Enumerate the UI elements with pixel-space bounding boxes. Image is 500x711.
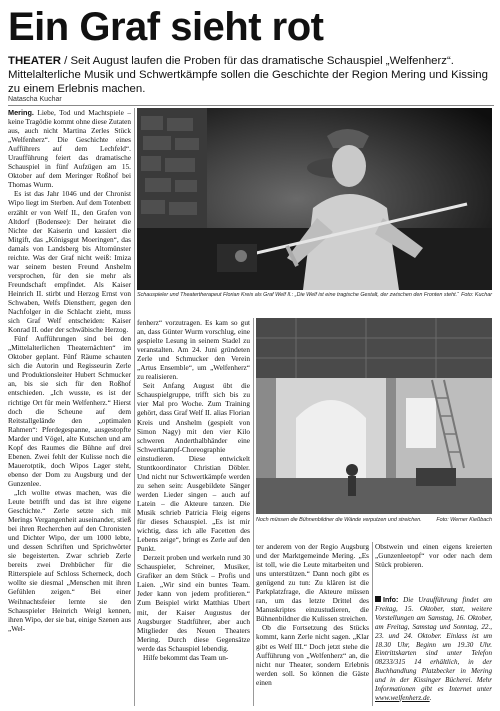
- photo-credit: Foto: Kuchar: [461, 292, 492, 298]
- photo-stage-illustration: [256, 318, 492, 514]
- photo-actor-illustration: [137, 108, 492, 290]
- article-column-2: [137, 318, 250, 706]
- article-column-3: [256, 542, 369, 706]
- headline: Ein Graf sieht rot: [8, 5, 324, 49]
- photo-caption-1: [137, 292, 492, 299]
- paragraph: Ob die Fortsetzung des Stücks kommt, kann Zerle nicht sagen. „Klar gibt es Welf III.“ Doch jetzt stehe die Aufführung von „Welfenherz“ an, die nicht nur Theater, sondern Erlebnis werden soll. So können die Gäste einen: [256, 623, 369, 687]
- paragraph: Seit Anfang August übt die Schauspielgruppe, trifft sich bis zu vier Mal pro Woche. Zum Training gehört, dass Graf Welf II. alias Florian Kreis und Anshelm (gespielt von Simon Nagy) mit den vier Kilo schweren Anderthalbhänder eine Schwertkampf-Choreographie einstudieren. Diese entwickelt Stuntkoordinator Christian Döbler. Und nicht nur Schwertkämpfe werden zu sehen sein: Ausgebildete Sänger werden Lieder singen – auch auf Latein – die Akteure tanzen. Die Musik schrieb Patricia Fleig eigens für dieses Schauspiel. „Es ist mir wichtig, dass ich alle Facetten des Lebens zeige“, bringt es Zerle auf den Punkt.: [137, 381, 250, 554]
- lead-text: / Seit August laufen die Proben für das dramatische Schauspiel „Welfenherz“. Mittelalterliche Musik und Schwertkämpfe sollen die Geschichte der Region Mering und Kissing zu einem Erlebnis machen.: [8, 55, 488, 96]
- kicker: THEATER: [8, 55, 61, 67]
- info-label: Info:: [383, 596, 399, 604]
- caption-text: Noch müssen die Bühnenbildner die Wände verputzen und streichen.: [256, 517, 422, 523]
- column-divider: [372, 542, 373, 706]
- article-column-1: [8, 108, 131, 706]
- paragraph: ter anderem von der Regio Augsburg und der Marktgemeinde Mering. „Es ist toll, wie die Leute mitarbeiten und uns unterstützen.“ Dann noch gibt es genügend zu tun: Zu klären ist die Parkplatzfrage, die Akteure müssen ran, um das letzte Drittel des Manuskriptes einzustudieren, die Bühnenbildner die Kulissen streichen.: [256, 542, 369, 624]
- caption-text: Schauspieler und Theatertherapeut Florian Kreis als Graf Welf II.: „Die Welf ist eine tragische Gestalt, der zwischen den Fronten steht.“: [137, 292, 459, 298]
- photo-credit: Foto: Werner Kießbach: [436, 517, 492, 523]
- info-square-icon: [375, 596, 381, 602]
- author-byline: Natascha Kuchar: [8, 96, 62, 103]
- column-divider: [134, 108, 135, 706]
- paragraph: Hilfe bekommt das Team un-: [143, 652, 229, 662]
- paragraph: fenherz“ vorzutragen. Es kam so gut an, dass Günter Wurm vorschlug, eine gespielte Lesung in seinem Stadel zu veranstalten. Am 24. Juni gründeten Zerle und Schmucker den Verein „Artus Ensemble“, um „Welfenherz“ zu realisieren.: [137, 318, 250, 382]
- photo-actor-with-sword: [137, 108, 492, 290]
- paragraph: Obstwein und einen eigens kreierten „Gunzenleetopf“ vor oder nach dem Stück probieren.: [375, 542, 492, 570]
- paragraph-text: Liebe, Tod und Machtspiele – keine Tragödie kommt ohne diese Zutaten aus, auch nicht Martina Zerles Stück „Welfenherz“. Die Geschichte eines Aufführers auf dem Lechfeld“. Uraufführung feiert das dramatische Schauspiel in fünf Aufzügen am 15. Oktober auf dem Meringer Roßhof bei Thomas Wurm.: [8, 108, 131, 190]
- photo-caption-2: [256, 517, 492, 524]
- column-divider: [253, 318, 254, 706]
- website-link[interactable]: www.welfenherz.de: [375, 693, 430, 702]
- lead-paragraph: [8, 54, 494, 97]
- paragraph: Fünf Aufführungen sind bei den „Mittelalterlichen Theaternächten“ im Oktober geplant. Fünf Räume schauten sich die Autorin und Regisseurin Zerle und Produktionsleiter Hubert Schmucker an, bis sie sich für den Roßhof entschieden. „Ich wusste, es ist der richtige Ort für mein Welfenherz.“ Hierst doch die Scheune auf dem Reitstallgelände den „optimalen Rahmen“: Pferdegespanne, ausgestopfte Marder und Vögel, alte Kutschen und am Kopf des Raumes die Bühne auf drei Ebenen. Zwei fehlt der Kulisse noch die Mauerotptik, doch Wipos Lager steht, ebenso der Dom zu Augsburg und der Gunzenlee.: [8, 334, 131, 488]
- info-box: [375, 596, 492, 703]
- dateline: Mering.: [8, 108, 34, 117]
- divider-rule: [8, 105, 494, 106]
- paragraph: „Ich wollte etwas machen, was die Leute betrifft und das ist ihre eigene Geschichte.“ Zerle setzte sich mit Merings Vergangenheit auseinander, stieß bei ihren Recherchen auf den Chronisten und Dichter Wipo, der um 1000 lebte, und dessen Schriften und Sprichwörter sie begeisterten. Zwar schrieb Zerle bereits zwei Drehbücher für die Ritterspiele auf Schloss Scherneck, doch wollte sie diesmal „Menschen mit ihren Gefühlen zeigen.“ Bei einer Weihnachtsfeier lernte sie den Schauspieler Heinrich Weigl kennen, ihren Wipo, der sie bat, einige Szenen aus „Wel-: [8, 487, 131, 633]
- paragraph: Es ist das Jahr 1046 und der Chronist Wipo liegt im Sterben. Auf dem Totenbett erzählt er von Welf II., den Grafen von Altdorf (Bodensee): Der heiratet die Nichte der Kaiserin und kassiert die Mitgift, das „Königsgut Moeringen“, das damals von Landsberg bis Altomünster reichte. Was der Graf nicht weiß: Imiza war seinem besten Freund Anshelm versprochen, für den sie mehr als Freundschaft empfindet. Als Kaiser Heinrich II. stirbt und Herzog Ernst von Schwaben, Welfs Dienstherr, gegen den Nachfolger in die Schlacht zieht, muss sich Graf Welf entscheiden: Kaiser Konrad II. oder der schwäbische Herzog.: [8, 189, 131, 335]
- photo-stage: [256, 318, 492, 514]
- info-end: .: [429, 693, 432, 702]
- paragraph: Derzeit proben und werkeln rund 30 Schauspieler, Schreiner, Musiker, Grafiker an dem Stück – Profis und Laien. „Wir sind ein buntes Team. Jeder kann von jedem profitieren.“ Zum Beispiel wirkt Matthias Ubert mit, der Kaiser Augustus der Augsburger Stadtführer, aber auch Mitglieder des Neuen Theaters Mering. Durch diese Gegensätze werde das Schauspiel lebendig.: [137, 553, 250, 653]
- paragraph: [8, 108, 131, 189]
- info-text: Die Uraufführung findet am Freitag, 15. Oktober, statt, weitere Vorstellungen am Samstag, 16. Oktober, am Freitag, Samstag und Sonntag, 22., 23. und 24. Oktober. Einlass ist um 18.30 Uhr, Beginn um 19.30 Uhr. Eintrittskarten sind unter Telefon 08233/315 14 erhältlich, in der Buchhandlung Platzbecker in Mering und in der Kissinger Bücherei. Mehr Informationen gibt es Internet unter: [375, 596, 492, 694]
